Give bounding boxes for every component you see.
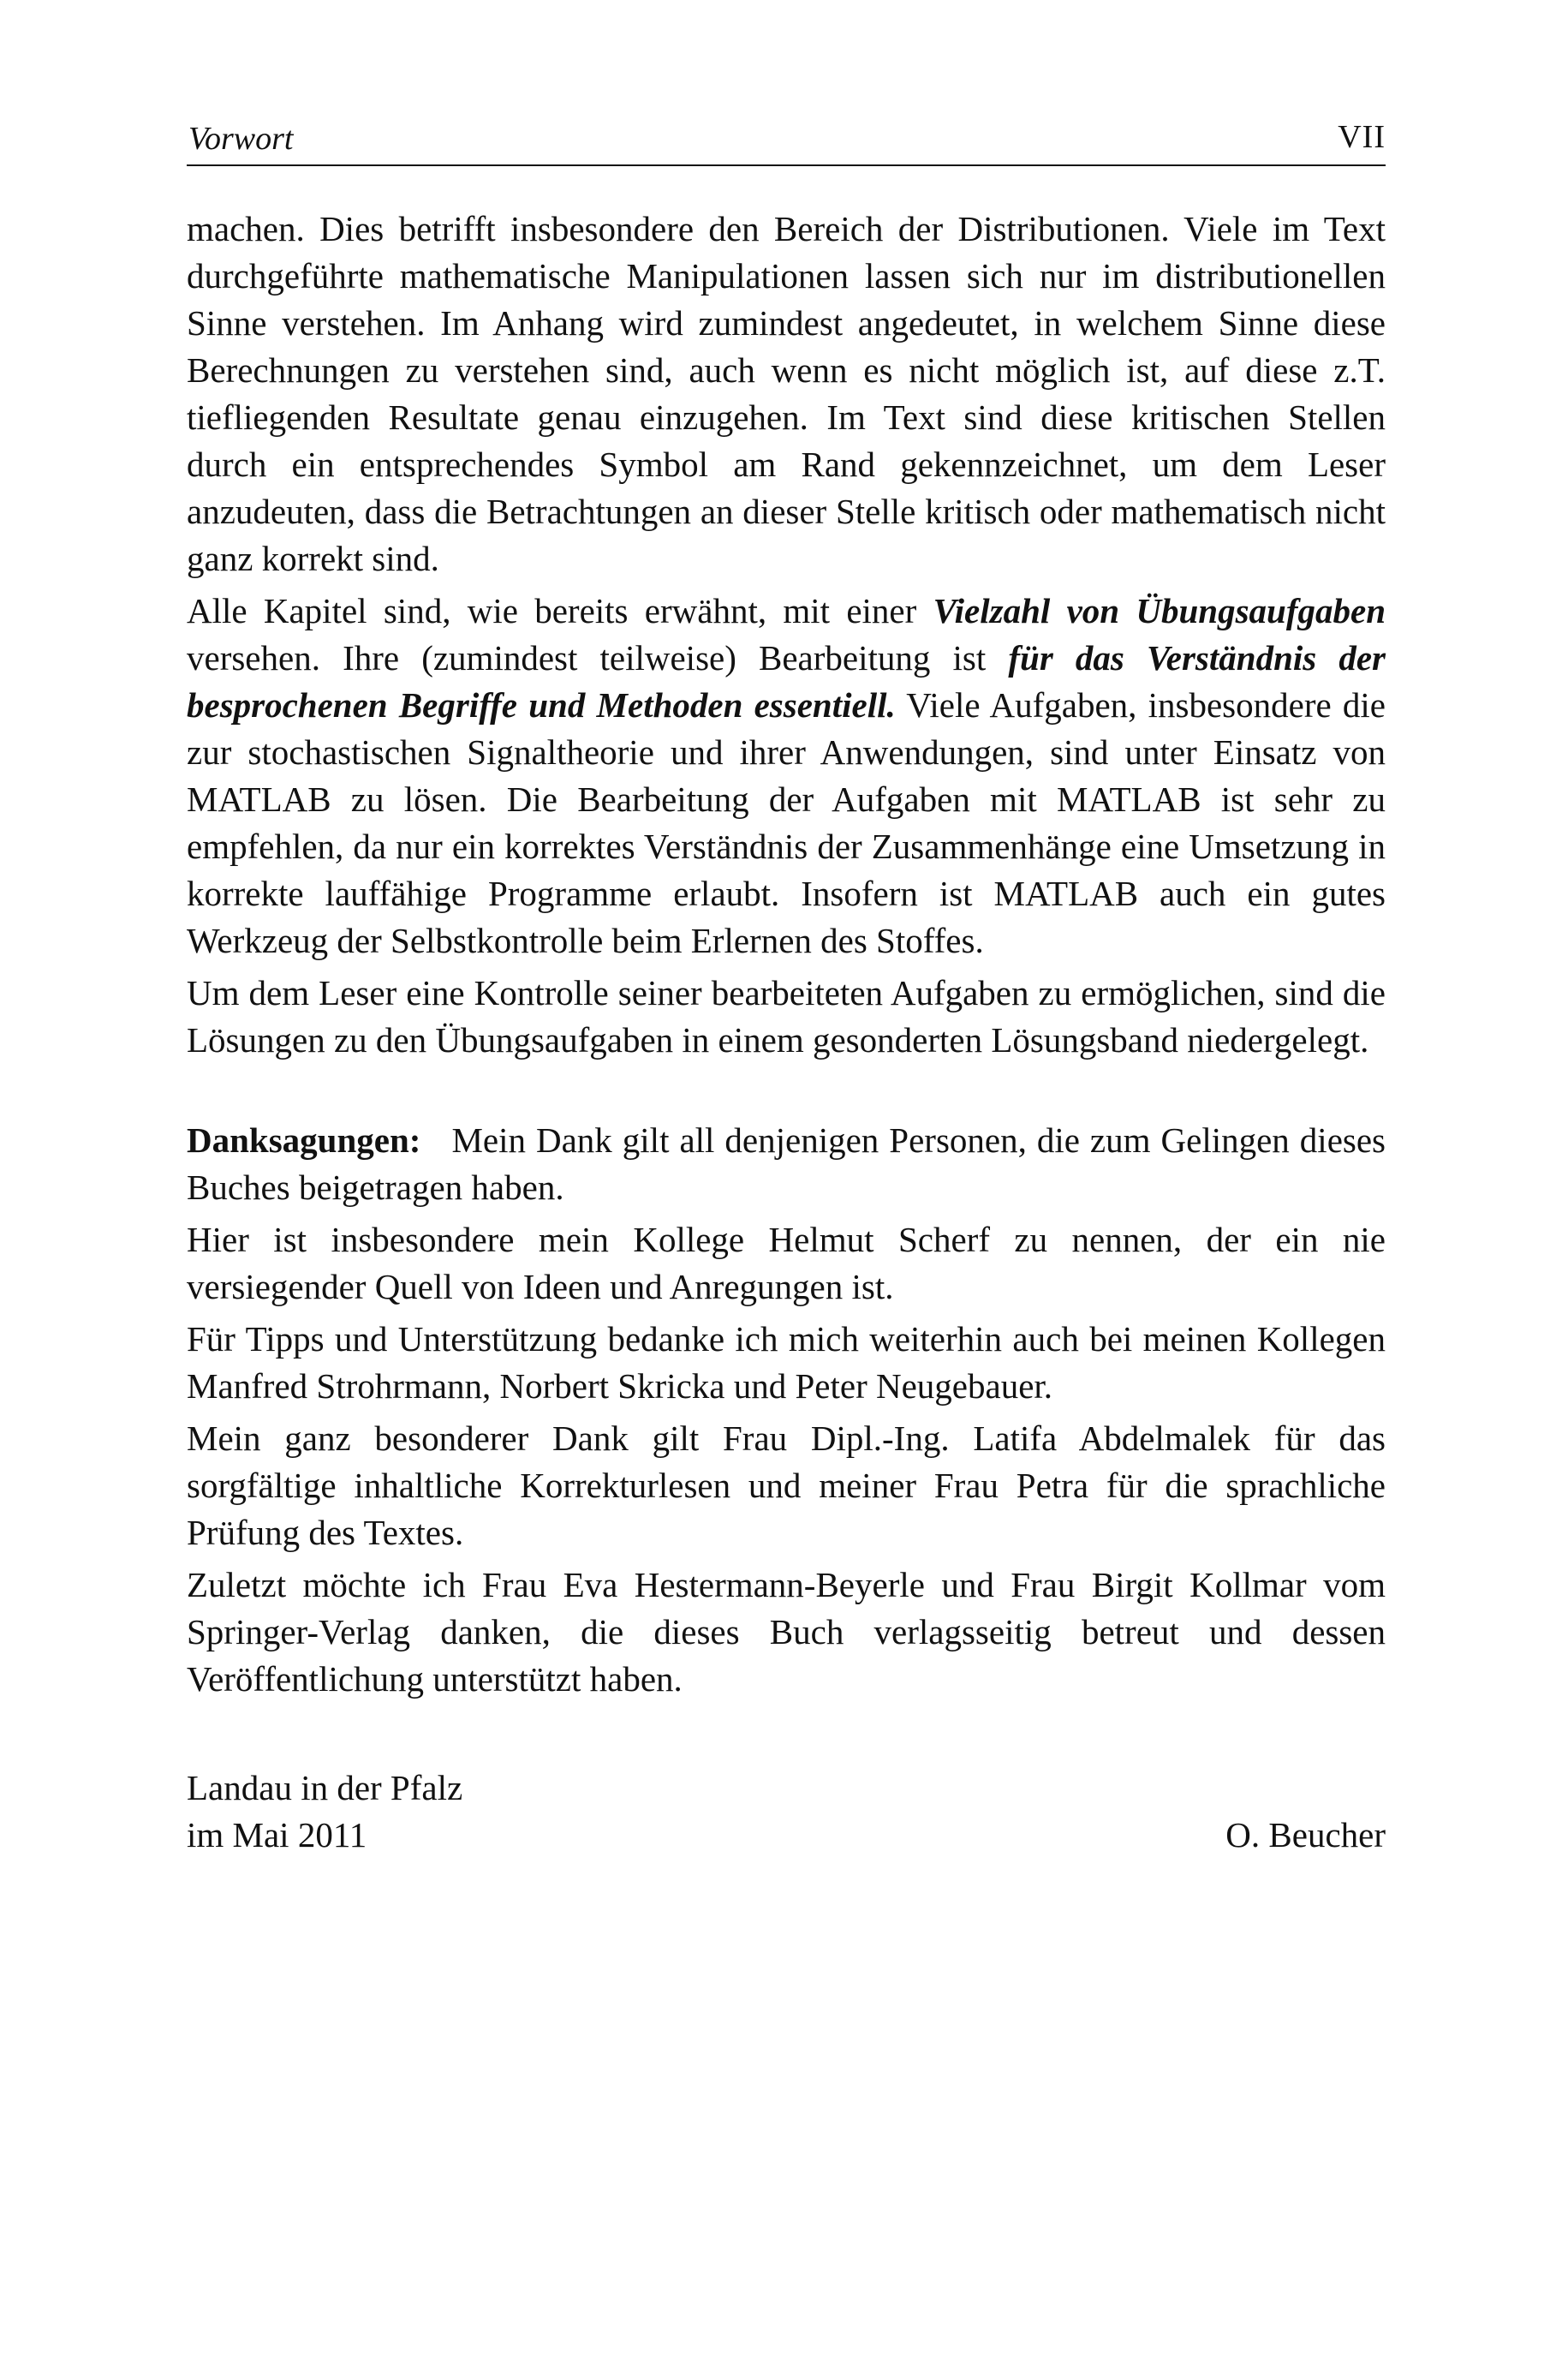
exercises-text-1: Alle Kapitel sind, wie bereits erwähnt, mit einer (187, 591, 933, 630)
paragraph-distributions: machen. Dies betrifft insbesondere den Bereich der Distributionen. Viele im Text durchgeführte mathematische Manipulationen lassen sich nur im distributionellen Sinne verstehen. Im Anhang wird zumindest angedeutet, in welchem Sinne diese Berechnungen zu verstehen sind, auch wenn es nicht möglich ist, auf diese z.T. tiefliegenden Resultate genau einzugehen. Im Text sind diese kritischen Stellen durch ein entsprechendes Symbol am Rand gekennzeichnet, um dem Leser anzudeuten, dass die Betrachtungen an dieser Stelle kritisch oder mathematisch nicht ganz korrekt sind. (187, 209, 1386, 578)
paragraph-exercises (187, 588, 1386, 965)
paragraph-acknowledgements (187, 1117, 1386, 1211)
paragraph-thanks-proofreading: Mein ganz besonderer Dank gilt Frau Dipl.-Ing. Latifa Abdelmalek für das sorgfältige inhaltliche Korrekturlesen und meiner Frau Petra für die sprachliche Prüfung des Textes. (187, 1418, 1386, 1552)
paragraph-thanks-publisher: Zuletzt möchte ich Frau Eva Hestermann-Beyerle und Frau Birgit Kollmar vom Springer-Verlag danken, die dieses Buch verlagsseitig betreut und dessen Veröffentlichung unterstützt haben. (187, 1565, 1386, 1699)
signature-date: im Mai 2011 (187, 1815, 367, 1854)
exercises-emphasis-1: Vielzahl von Übungsaufgaben (933, 591, 1386, 630)
signature-author: O. Beucher (1225, 1815, 1386, 1854)
paragraph-thanks-colleagues: Für Tipps und Unterstützung bedanke ich mich weiterhin auch bei meinen Kollegen Manfred Strohrmann, Norbert Skricka und Peter Neugebauer. (187, 1319, 1386, 1406)
running-header (187, 120, 1386, 166)
body-text (187, 206, 1386, 1708)
exercises-text-2: versehen. Ihre (zumindest teilweise) Bearbeitung ist (187, 638, 1009, 678)
signature-block (187, 1765, 1386, 1859)
exercises-emphasis-2: für das Verständnis der besprochenen Begriffe und Methoden essentiell. (187, 638, 1386, 725)
exercises-text-3: Viele Aufgaben, insbesondere die zur stochastischen Signaltheorie und ihrer Anwendungen, sind unter Einsatz von MATLAB zu lösen. Die Bearbeitung der Aufgaben mit MATLAB ist sehr zu empfehlen, da nur ein korrektes Verständnis der Zusammenhänge eine Umsetzung in korrekte lauffähige Programme erlaubt. Insofern ist MATLAB auch ein gutes Werkzeug der Selbstkontrolle beim Erlernen des Stoffes. (187, 685, 1386, 960)
paragraph-thanks-scherf: Hier ist insbesondere mein Kollege Helmut Scherf zu nennen, der ein nie versiegender Quell von Ideen und Anregungen ist. (187, 1220, 1386, 1306)
acknowledgements-label: Danksagungen: (187, 1120, 421, 1160)
page-number: VII (1338, 119, 1386, 155)
acknowledgements-text: Mein Dank gilt all denjenigen Personen, die zum Gelingen dieses Buches beigetragen haben. (187, 1120, 1386, 1207)
signature-place: Landau in der Pfalz (187, 1768, 463, 1807)
paragraph-solutions: Um dem Leser eine Kontrolle seiner bearbeiteten Aufgaben zu ermöglichen, sind die Lösungen zu den Übungsaufgaben in einem gesonderten Lösungsband niedergelegt. (187, 973, 1386, 1060)
running-title: Vorwort (188, 121, 294, 157)
